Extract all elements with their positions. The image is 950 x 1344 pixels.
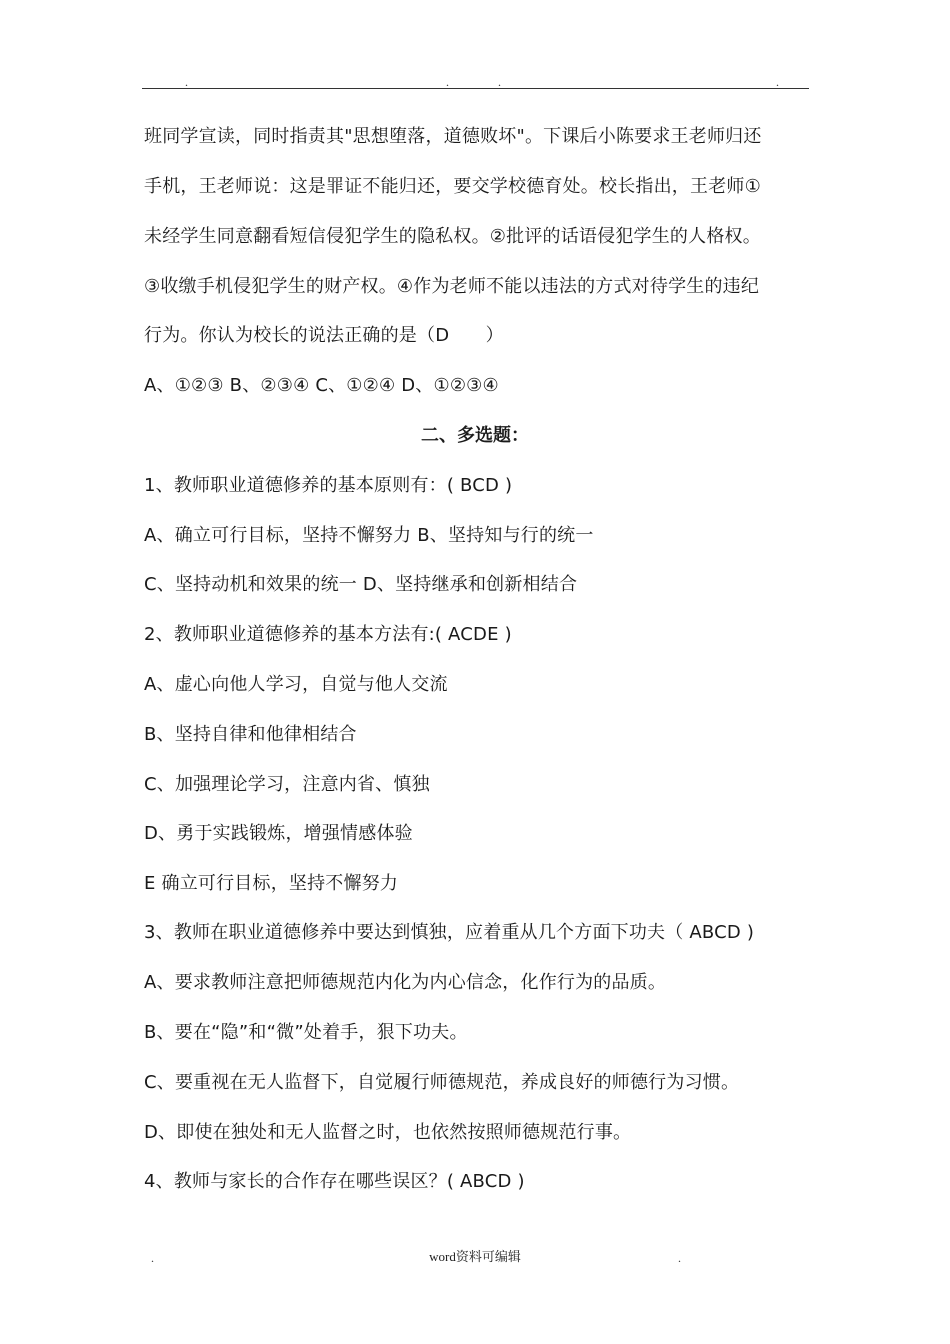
section-heading: 二、多选题： xyxy=(421,425,529,446)
paragraph-line: 班同学宣读，同时指责其"思想堕落，道德败坏"。下课后小陈要求王老师归还 xyxy=(144,126,762,147)
question-line: C、加强理论学习，注意内省、慎独 xyxy=(144,774,430,795)
question-line: C、坚持动机和效果的统一 D、坚持继承和创新相结合 xyxy=(144,574,578,595)
header-rule xyxy=(142,88,809,89)
paragraph-line: 手机，王老师说：这是罪证不能归还，要交学校德育处。校长指出，王老师① xyxy=(144,176,761,197)
question-line: D、勇于实践锻炼，增强情感体验 xyxy=(144,823,413,844)
paragraph-line: 未经学生同意翻看短信侵犯学生的隐私权。②批评的话语侵犯学生的人格权。 xyxy=(144,226,761,247)
question-line: D、即使在独处和无人监督之时，也依然按照师德规范行事。 xyxy=(144,1122,632,1143)
question-line: B、坚持自律和他律相结合 xyxy=(144,724,357,745)
answer-options: A、①②③ B、②③④ C、①②④ D、①②③④ xyxy=(144,375,499,396)
question-line: 1、教师职业道德修养的基本原则有：( BCD ) xyxy=(144,475,513,496)
question-line: 3、教师在职业道德修养中要达到慎独，应着重从几个方面下功夫（ ABCD ) xyxy=(144,922,755,943)
header-dot: . xyxy=(776,75,779,89)
header-dot: . xyxy=(185,75,188,89)
header-dot: . xyxy=(498,75,501,89)
question-line: B、要在“隐”和“微”处着手，狠下功夫。 xyxy=(144,1022,468,1043)
question-line: 2、教师职业道德修养的基本方法有:( ACDE ) xyxy=(144,624,512,645)
header-dot: . xyxy=(446,75,449,89)
question-line: C、要重视在无人监督下，自觉履行师德规范，养成良好的师德行为习惯。 xyxy=(144,1072,740,1093)
footer-text: word资料可编辑 xyxy=(429,1249,521,1264)
question-line: A、确立可行目标，坚持不懈努力 B、坚持知与行的统一 xyxy=(144,525,594,546)
question-line: A、虚心向他人学习，自觉与他人交流 xyxy=(144,674,448,695)
paragraph-line: ③收缴手机侵犯学生的财产权。④作为老师不能以违法的方式对待学生的违纪 xyxy=(144,276,760,297)
footer-dot: . xyxy=(151,1251,154,1265)
footer-dot: . xyxy=(678,1251,681,1265)
question-line: A、要求教师注意把师德规范内化为内心信念，化作行为的品质。 xyxy=(144,972,667,993)
question-line: E 确立可行目标，坚持不懈努力 xyxy=(144,873,399,894)
question-line: 4、教师与家长的合作存在哪些误区？( ABCD ) xyxy=(144,1171,525,1192)
paragraph-line: 行为。你认为校长的说法正确的是（D ） xyxy=(144,325,504,346)
